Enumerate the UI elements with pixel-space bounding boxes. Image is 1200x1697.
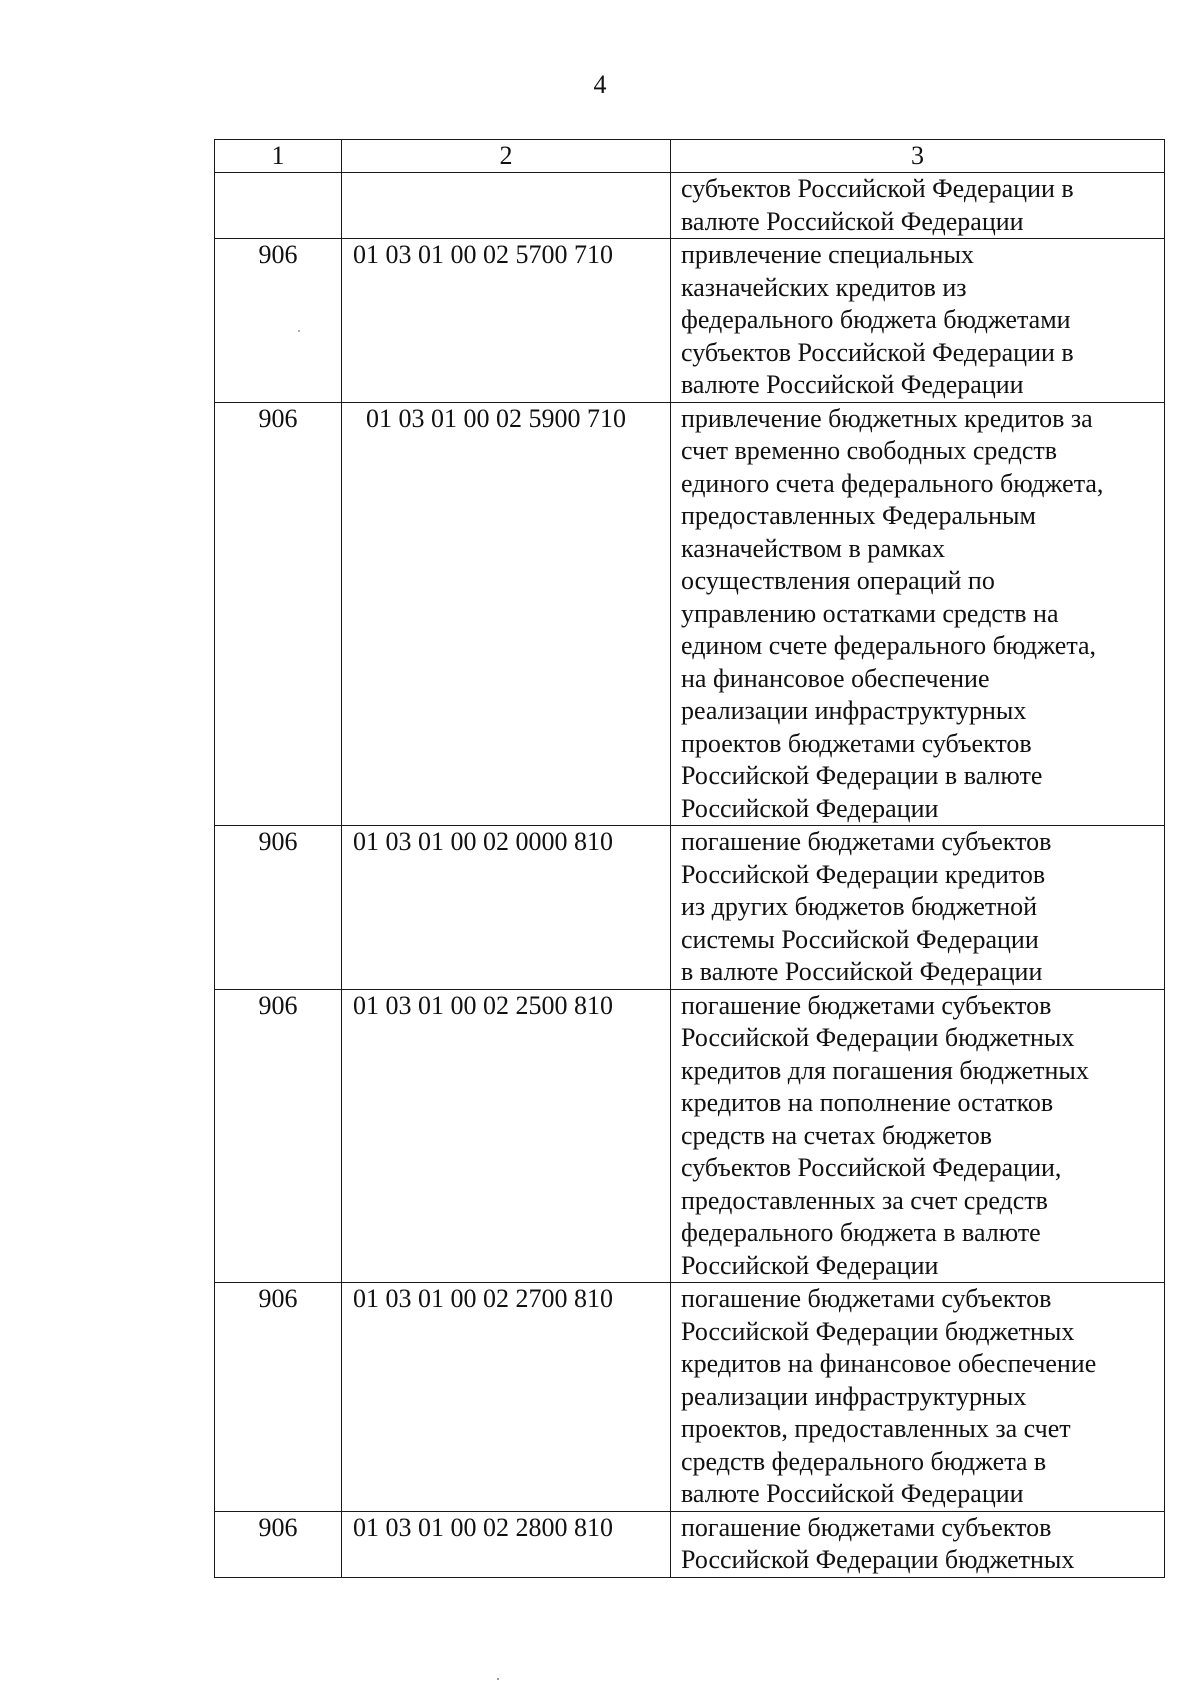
description-line: казначейских кредитов из — [681, 272, 967, 302]
description-line: системы Российской Федерации — [681, 924, 1039, 954]
table-body — [215, 173, 1165, 1578]
description-line: погашение бюджетами субъектов — [681, 1512, 1052, 1542]
description-line: реализации инфраструктурных — [681, 696, 1027, 725]
description-line: погашение бюджетами субъектов — [681, 990, 1052, 1020]
description-line: субъектов Российской Федерации, — [681, 1153, 1062, 1182]
description-line: валюте Российской Федерации — [681, 1479, 1024, 1508]
budget-code-cell: 01 03 01 00 02 2500 810 — [342, 989, 671, 1283]
description-line: субъектов Российской Федерации в — [681, 174, 1074, 203]
admin-code-cell — [215, 173, 342, 239]
description-line: субъектов Российской Федерации в — [681, 337, 1074, 367]
description-line: погашение бюджетами субъектов — [681, 1284, 1052, 1313]
description-line: федерального бюджета бюджетами — [681, 305, 1071, 334]
admin-code-cell: 906 — [215, 402, 342, 826]
description-cell — [671, 826, 1165, 990]
description-line: средств на счетах бюджетов — [681, 1120, 992, 1150]
description-line: Российской Федерации бюджетных — [681, 1545, 1075, 1574]
description-line: валюте Российской Федерации — [681, 370, 1024, 399]
description-line: проектов, предоставленных за счет — [681, 1414, 1071, 1443]
description-line: средств федерального бюджета в — [681, 1446, 1047, 1476]
table-row — [215, 1283, 1165, 1512]
admin-code-cell: 906 — [215, 989, 342, 1283]
table-row — [215, 173, 1165, 239]
budget-code-cell: 01 03 01 00 02 2700 810 — [342, 1283, 671, 1512]
table-row — [215, 826, 1165, 990]
budget-code-cell: 01 03 01 00 02 0000 810 — [342, 826, 671, 990]
description-line: федерального бюджета в валюте — [681, 1218, 1041, 1247]
description-line: управлению остатками средств на — [681, 598, 1059, 628]
table-row — [215, 239, 1165, 403]
table-row — [215, 989, 1165, 1283]
description-line: привлечение специальных — [681, 240, 974, 269]
header-column-3: 3 — [671, 140, 1165, 173]
budget-code-cell: 01 03 01 00 02 5900 710 — [342, 402, 671, 826]
admin-code-cell: 906 — [215, 1511, 342, 1577]
description-line: кредитов на финансовое обеспечение — [681, 1349, 1097, 1378]
admin-code-cell: 906 — [215, 239, 342, 403]
description-line: осуществления операций по — [681, 566, 995, 595]
description-line: валюте Российской Федерации — [681, 206, 1024, 236]
description-line: Российской Федерации — [681, 1250, 939, 1280]
description-line: едином счете федерального бюджета, — [681, 631, 1097, 660]
description-line: кредитов для погашения бюджетных — [681, 1055, 1089, 1085]
budget-code-cell: 01 03 01 00 02 2800 810 — [342, 1511, 671, 1577]
description-line: предоставленных Федеральным — [681, 501, 1036, 530]
scan-speck — [497, 1678, 499, 1680]
description-line: в валюте Российской Федерации — [681, 957, 1043, 986]
description-line: счет временно свободных средств — [681, 436, 1058, 465]
description-line: реализации инфраструктурных — [681, 1381, 1027, 1411]
description-line: Российской Федерации бюджетных — [681, 1023, 1075, 1052]
description-cell — [671, 173, 1165, 239]
scan-speck — [298, 330, 300, 332]
budget-code-cell — [342, 173, 671, 239]
description-line: предоставленных за счет средств — [681, 1185, 1048, 1215]
description-line: Российской Федерации кредитов — [681, 859, 1046, 889]
description-line: Российской Федерации бюджетных — [681, 1316, 1075, 1346]
description-line: из других бюджетов бюджетной — [681, 892, 1038, 921]
header-column-1: 1 — [215, 140, 342, 173]
table-row — [215, 402, 1165, 826]
description-cell — [671, 239, 1165, 403]
description-line: Российской Федерации — [681, 793, 939, 823]
budget-code-cell: 01 03 01 00 02 5700 710 — [342, 239, 671, 403]
description-line: погашение бюджетами субъектов — [681, 827, 1052, 856]
table-header-row — [215, 140, 1165, 173]
description-line: кредитов на пополнение остатков — [681, 1088, 1054, 1117]
page-number: 4 — [593, 70, 607, 99]
description-line: на финансовое обеспечение — [681, 663, 990, 693]
description-line: единого счета федерального бюджета, — [681, 468, 1104, 498]
description-line: казначейством в рамках — [681, 533, 945, 563]
description-line: Российской Федерации в валюте — [681, 761, 1043, 790]
description-line: проектов бюджетами субъектов — [681, 728, 1032, 758]
budget-classification-table — [214, 139, 1165, 1578]
admin-code-cell: 906 — [215, 826, 342, 990]
description-line: привлечение бюджетных кредитов за — [681, 403, 1093, 433]
admin-code-cell: 906 — [215, 1283, 342, 1512]
description-cell — [671, 1283, 1165, 1512]
description-cell — [671, 402, 1165, 826]
description-cell — [671, 1511, 1165, 1577]
table-row — [215, 1511, 1165, 1577]
header-column-2: 2 — [342, 140, 671, 173]
description-cell — [671, 989, 1165, 1283]
